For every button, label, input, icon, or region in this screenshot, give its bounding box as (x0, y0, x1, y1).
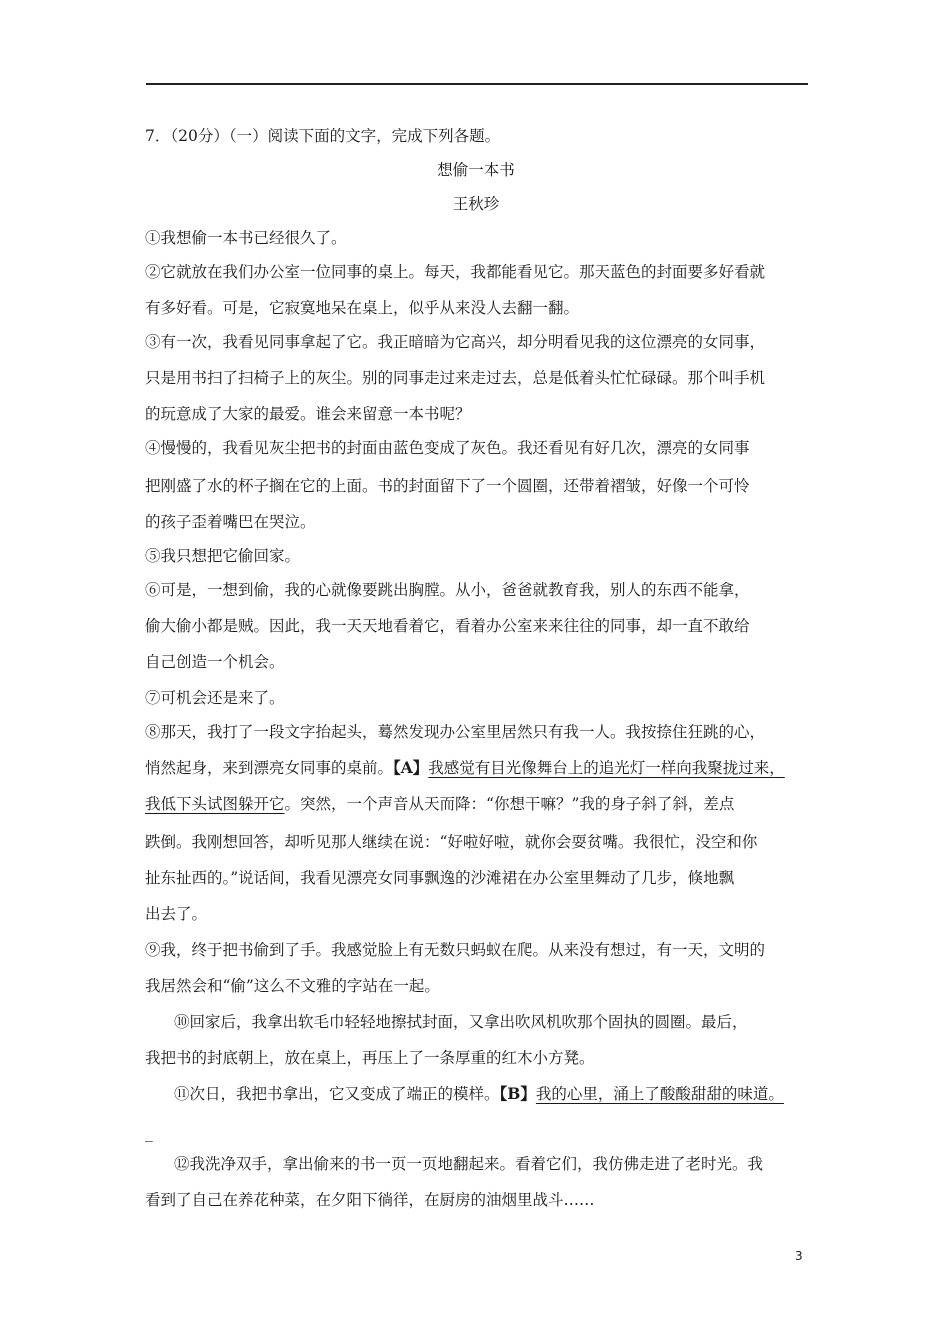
paragraph-line: ⑨我，终于把书偷到了手。我感觉脸上有无数只蚂蚁在爬。从来没有想过，有一天，文明的 (145, 941, 766, 959)
paragraph-line: ⑤我只想把它偷回家。 (145, 547, 301, 565)
line-text: 。突然，一个声音从天而降：“你想干嘛？”我的身子斜了斜，差点 (284, 795, 735, 813)
paragraph-line: 出去了。 (145, 905, 208, 923)
underlined-sentence-a: 我感觉有目光像舞台上的追光灯一样向我聚拢过来， (428, 759, 785, 777)
underlined-sentence-a-continued: 我低下头试图躲开它 (145, 795, 285, 813)
paragraph-line: ⑦可机会还是来了。 (145, 689, 285, 707)
paragraph-line: 有多好看。可是，它寂寞地呆在桌上，似乎从来没人去翻一翻。 (145, 299, 580, 317)
paragraph-line: 偷大偷小都是贼。因此，我一天天地看着它，看着办公室来来往往的同事，却一直不敢给 (145, 617, 750, 635)
paragraph-line: 只是用书扫了扫椅子上的灰尘。别的同事走过来走过去，总是低着头忙忙碌碌。那个叫手机 (145, 369, 766, 387)
paragraph-line: 扯东扯西的。”说话间，我看见漂亮女同事飘逸的沙滩裙在办公室里舞动了几步，倏地飘 (145, 869, 735, 887)
paragraph-line: ④慢慢的，我看见灰尘把书的封面由蓝色变成了灰色。我还看见有好几次，漂亮的女同事 (145, 439, 750, 457)
paragraph-line: 的玩意成了大家的最爱。谁会来留意一本书呢？ (145, 405, 471, 423)
paragraph-line: 我把书的封底朝上，放在桌上，再压上了一条厚重的红木小方凳。 (145, 1049, 595, 1067)
line-text: 悄然起身，来到漂亮女同事的桌前。 (145, 759, 394, 777)
paragraph-line: ②它就放在我们办公室一位同事的桌上。每天，我都能看见它。那天蓝色的封面要多好看就 (145, 263, 766, 281)
trailing-underscore: _ (145, 1124, 153, 1142)
paragraph-line (145, 758, 785, 778)
paragraph-line: 我居然会和“偷”这么不文雅的字站在一起。 (145, 977, 440, 995)
underlined-sentence-b: 我的心里，涌上了酸酸甜甜的味道。 (535, 1085, 784, 1103)
paragraph-line: ③有一次，我看见同事拿起了它。我正暗暗为它高兴，却分明看见我的这位漂亮的女同事， (145, 333, 766, 351)
annotation-mark-b: 【B】 (499, 1084, 536, 1103)
paragraph-line: 跌倒。我刚想回答，却听见那人继续在说：“好啦好啦，就你会耍贫嘴。我很忙，没空和你 (145, 833, 758, 851)
paragraph-line: ⑫我洗净双手，拿出偷来的书一页一页地翻起来。看着它们，我仿佛走进了老时光。我 (174, 1155, 764, 1173)
paragraph-line (174, 1084, 784, 1104)
question-header: 7．（20分）（一）阅读下面的文字，完成下列各题。 (145, 127, 501, 145)
paragraph-line: 把刚盛了水的杯子搁在它的上面。书的封面留下了一个圆圈，还带着褶皱，好像一个可怜 (145, 477, 750, 495)
paragraph-line: ⑩回家后，我拿出软毛巾轻轻地擦拭封面，又拿出吹风机吹那个固执的圆圈。最后， (174, 1013, 748, 1031)
paragraph-line: 看到了自己在养花种菜，在夕阳下徜徉，在厨房的油烟里战斗…… (145, 1191, 595, 1209)
paragraph-line: 的孩子歪着嘴巴在哭泣。 (145, 513, 316, 531)
header-rule (146, 83, 808, 85)
paragraph-line: ⑥可是，一想到偷，我的心就像要跳出胸膛。从小，爸爸就教育我，别人的东西不能拿， (145, 581, 750, 599)
page-number: 3 (795, 1249, 803, 1263)
paragraph-line: ⑧那天，我打了一段文字抬起头，蓦然发现办公室里居然只有我一人。我按捺住狂跳的心， (145, 723, 766, 741)
paragraph-line (145, 794, 734, 814)
article-title: 想偷一本书 (437, 161, 515, 179)
author-name: 王秋珍 (452, 195, 500, 213)
line-text: ⑪次日，我把书拿出，它又变成了端正的模样。 (174, 1085, 500, 1103)
annotation-mark-a: 【A】 (393, 758, 429, 777)
paragraph-line: 自己创造一个机会。 (145, 653, 285, 671)
paragraph-line: ①我想偷一本书已经很久了。 (145, 229, 347, 247)
